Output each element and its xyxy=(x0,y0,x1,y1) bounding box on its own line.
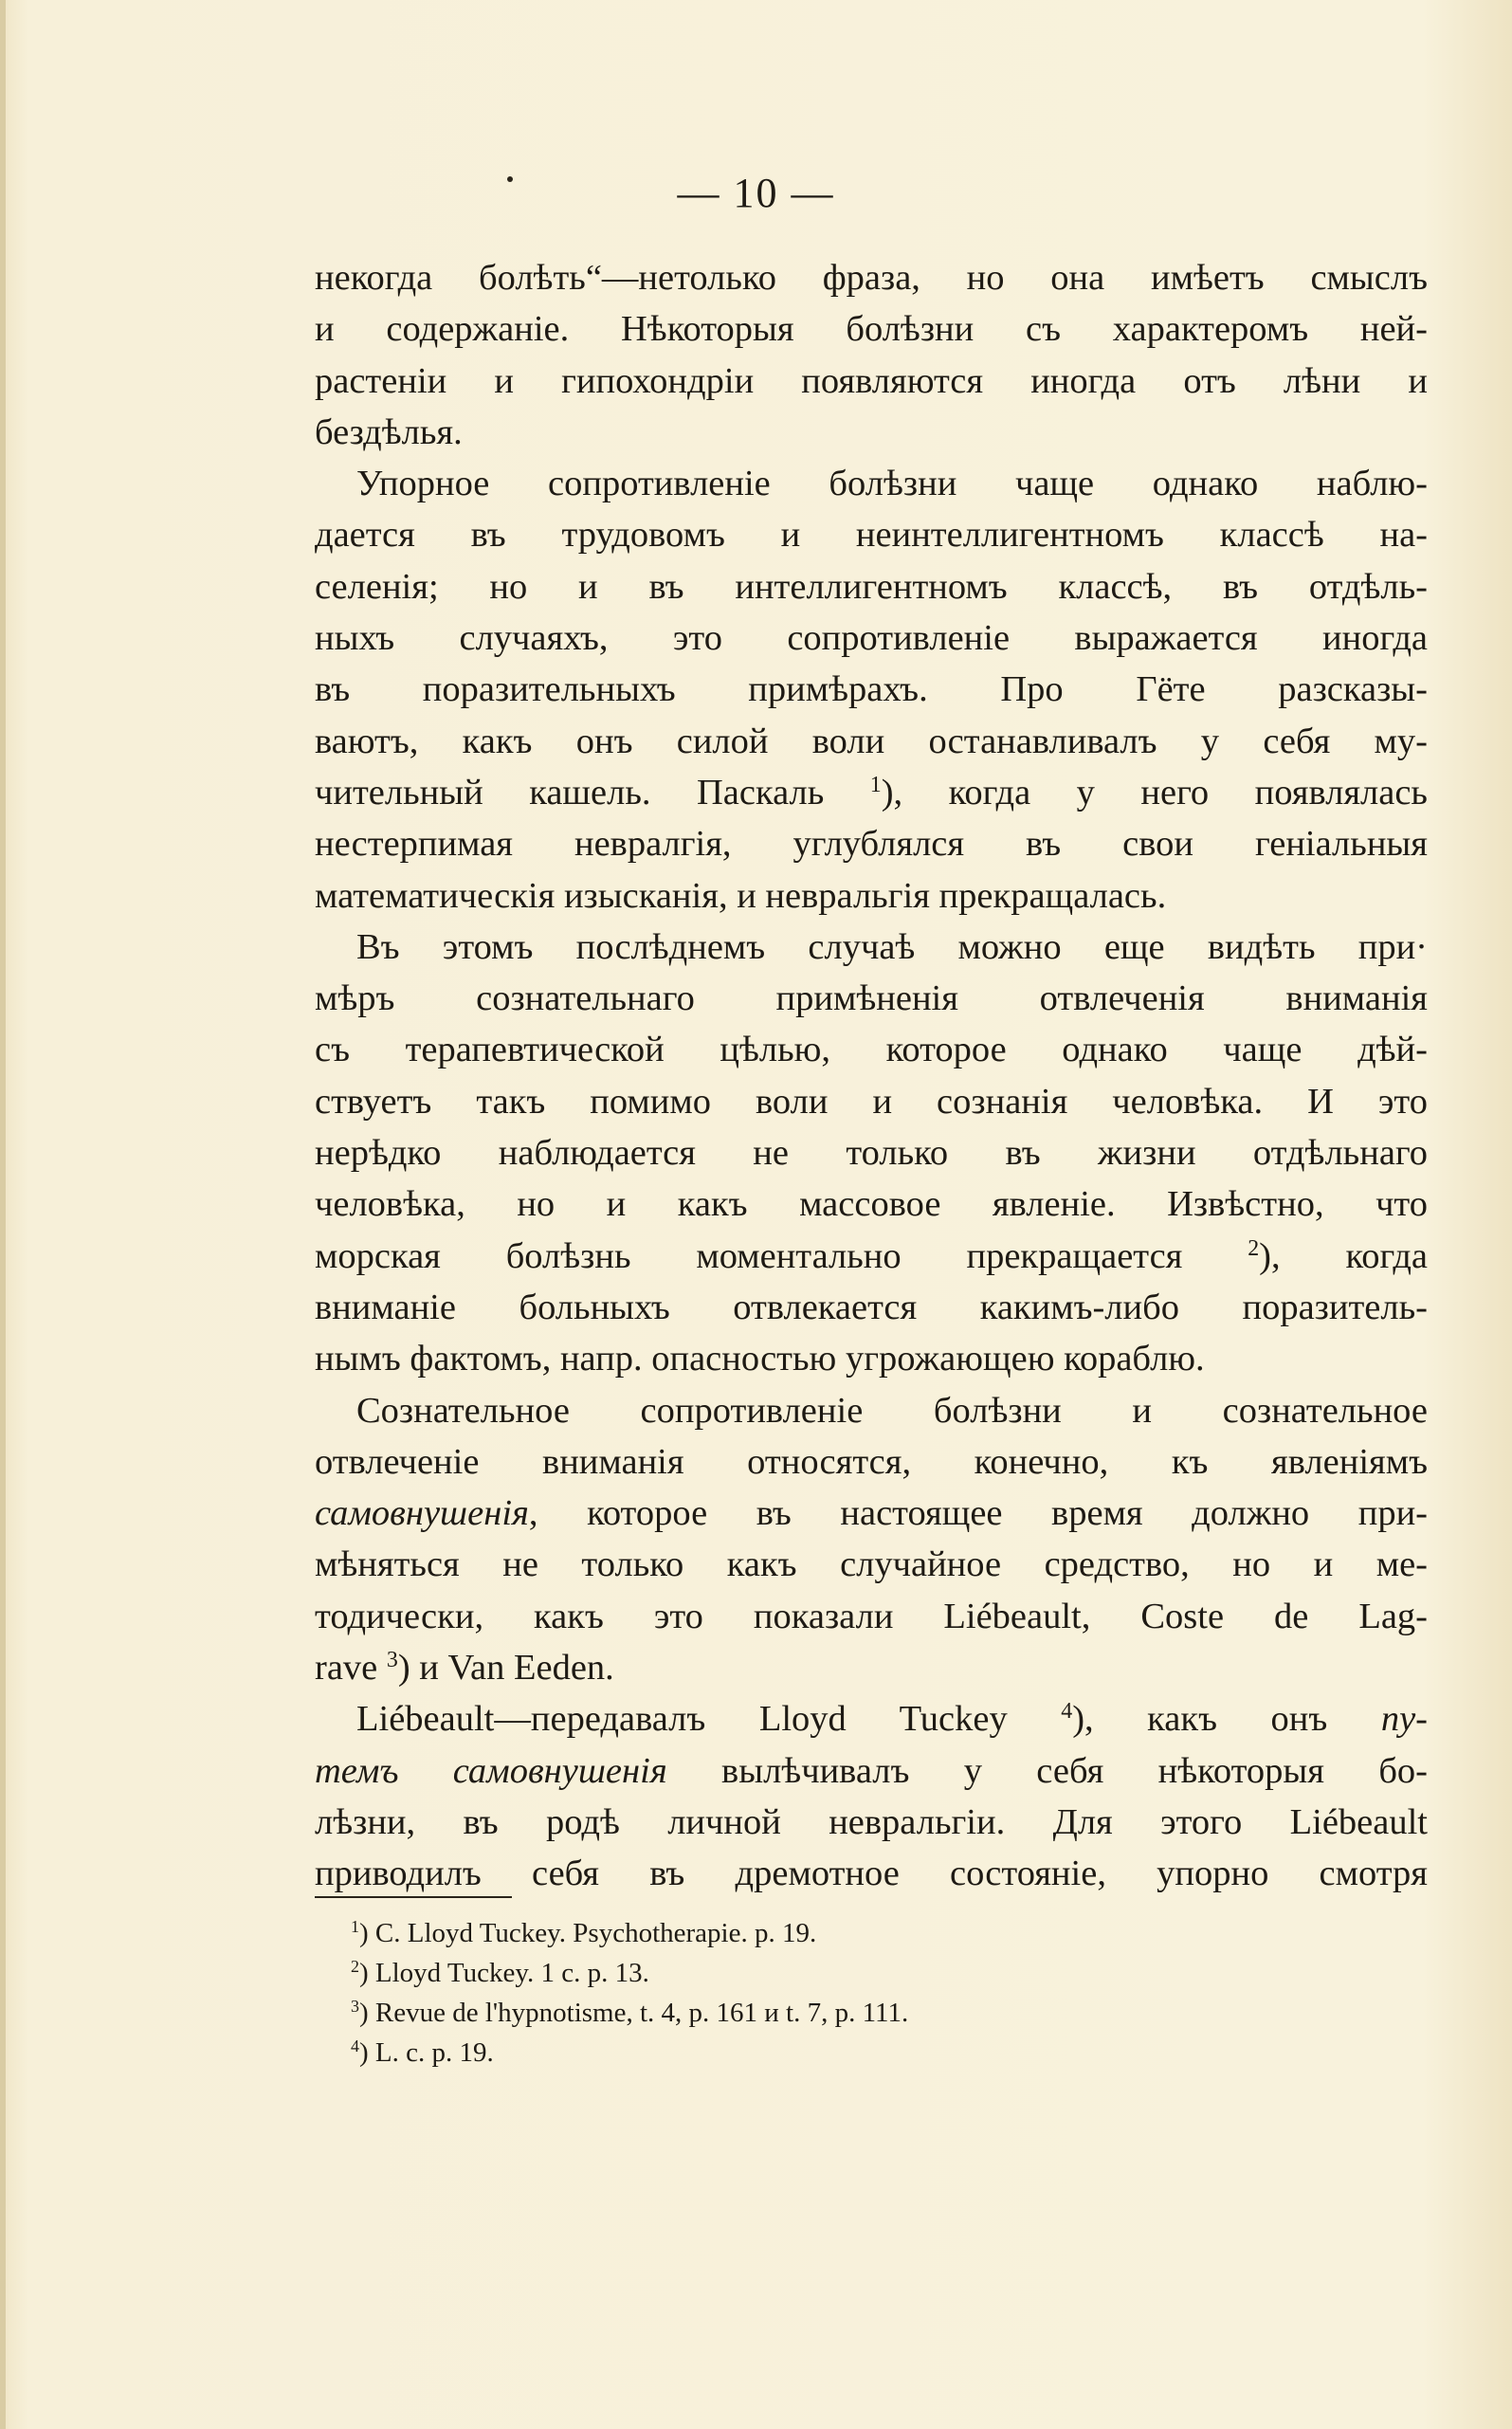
text-line: лѣзни, въ родѣ личной невральгіи. Для этого Liébeault xyxy=(315,1801,1428,1842)
footnote-mark: 4 xyxy=(351,2036,359,2056)
text-line: съ терапевтической цѣлью, которое однако чаще дѣй- xyxy=(315,1030,1428,1070)
footnote-text: ) Lloyd Tuckey. 1 c. p. 13. xyxy=(358,1958,649,1988)
text-segment: ), какъ онъ xyxy=(1072,1699,1381,1740)
footnote-mark: 3 xyxy=(351,1997,359,2017)
footnote-ref[interactable]: 2 xyxy=(1248,1235,1260,1261)
text-line: математическія изысканія, и невральгія прекращалась. xyxy=(315,875,1167,916)
footnote xyxy=(351,1993,1299,2033)
footnote-ref[interactable]: 4 xyxy=(1061,1699,1073,1725)
text-line: ствуетъ такъ помимо воли и сознанія человѣка. И это xyxy=(315,1081,1428,1122)
text-line: въ поразительныхъ примѣрахъ. Про Гёте разсказы- xyxy=(315,669,1428,710)
footnote xyxy=(351,1953,1299,1993)
footnote-ref[interactable]: 3 xyxy=(386,1647,398,1672)
text-line: приводилъ себя въ дремотное состояніе, упорно смотря xyxy=(315,1854,1428,1894)
text-line xyxy=(315,1745,1428,1797)
footnote-divider xyxy=(315,1896,512,1898)
text-segment: Liébeault—передавалъ Lloyd Tuckey xyxy=(356,1699,1062,1740)
text-line: ваютъ, какъ онъ силой воли останавливалъ у себя му- xyxy=(315,721,1428,761)
footnotes xyxy=(351,1913,1299,2073)
text-line: бездѣлья. xyxy=(315,411,463,452)
text-line xyxy=(315,767,1428,818)
text-line xyxy=(315,1693,1428,1744)
text-segment: , которое въ настоящее время должно при- xyxy=(528,1493,1428,1534)
italic-term: пу- xyxy=(1380,1699,1428,1740)
text-segment: чительный кашель. Паскаль xyxy=(315,772,870,813)
page-spine-shadow xyxy=(0,0,6,2429)
text-line: нымъ фактомъ, напр. опасностью угрожающею кораблю. xyxy=(315,1339,1205,1379)
text-line xyxy=(315,1642,1428,1693)
text-line: мѣръ сознательнаго примѣненія отвлеченія вниманія xyxy=(315,978,1428,1019)
footnote-mark: 2 xyxy=(351,1957,359,1977)
text-line: ныхъ случаяхъ, это сопротивленіе выражается иногда xyxy=(315,618,1428,659)
text-line: мѣняться не только какъ случайное средство, но и ме- xyxy=(315,1544,1428,1585)
text-line: нестерпимая невралгія, углублялся въ свои геніальныя xyxy=(315,824,1428,865)
text-line: тодически, какъ это показали Liébeault, Coste de Lag- xyxy=(315,1596,1428,1636)
text-line: человѣка, но и какъ массовое явленіе. Извѣстно, что xyxy=(315,1184,1428,1225)
italic-term: темъ самовнушенія xyxy=(315,1750,667,1791)
body-text xyxy=(315,252,1428,1900)
text-line: Сознательное сопротивленіе болѣзни и сознательное xyxy=(356,1390,1428,1431)
text-line: растеніи и гипохондріи появляются иногда отъ лѣни и xyxy=(315,360,1428,401)
text-segment: вылѣчивалъ у себя нѣкоторыя бо- xyxy=(666,1750,1428,1791)
footnote-text: ) Revue de l'hypnotisme, t. 4, p. 161 и t. 7, p. 111. xyxy=(358,1998,909,2028)
footnote xyxy=(351,1913,1299,1953)
italic-term: самовнушенія xyxy=(315,1493,529,1534)
text-line: нерѣдко наблюдается не только въ жизни отдѣльнаго xyxy=(315,1133,1428,1174)
footnote xyxy=(351,2033,1299,2073)
text-line: селенія; но и въ интеллигентномъ классѣ, въ отдѣль- xyxy=(315,566,1428,607)
text-segment: ) и Van Eeden. xyxy=(397,1648,614,1689)
footnote-mark: 1 xyxy=(351,1917,359,1937)
text-segment: ), когда у него появлялась xyxy=(881,772,1428,813)
text-segment: ), когда xyxy=(1259,1235,1428,1276)
text-segment: rave xyxy=(315,1648,387,1689)
text-line xyxy=(315,1231,1428,1282)
text-line: некогда болѣть“—нетолько фраза, но она имѣетъ смыслъ xyxy=(315,258,1428,298)
text-segment: морская болѣзнь моментально прекращается xyxy=(315,1235,1248,1276)
text-line: дается въ трудовомъ и неинтеллигентномъ классѣ на- xyxy=(315,515,1428,556)
text-line xyxy=(315,1488,1428,1539)
text-line: Въ этомъ послѣднемъ случаѣ можно еще видѣть при· xyxy=(356,926,1428,967)
text-line: Упорное сопротивленіе болѣзни чаще однако наблю- xyxy=(356,464,1428,504)
page-number: — 10 — xyxy=(677,170,835,216)
footnote-ref[interactable]: 1 xyxy=(869,772,882,797)
footnote-text: ) L. c. p. 19. xyxy=(358,2037,494,2068)
text-line: вниманіе больныхъ отвлекается какимъ-либо поразитель- xyxy=(315,1287,1428,1327)
text-line: отвлеченіе вниманія относятся, конечно, къ явленіямъ xyxy=(315,1441,1428,1482)
footnote-text: ) C. Lloyd Tuckey. Psychotherapie. p. 19. xyxy=(358,1918,817,1948)
text-line: и содержаніе. Нѣкоторыя болѣзни съ характеромъ ней- xyxy=(315,309,1428,350)
